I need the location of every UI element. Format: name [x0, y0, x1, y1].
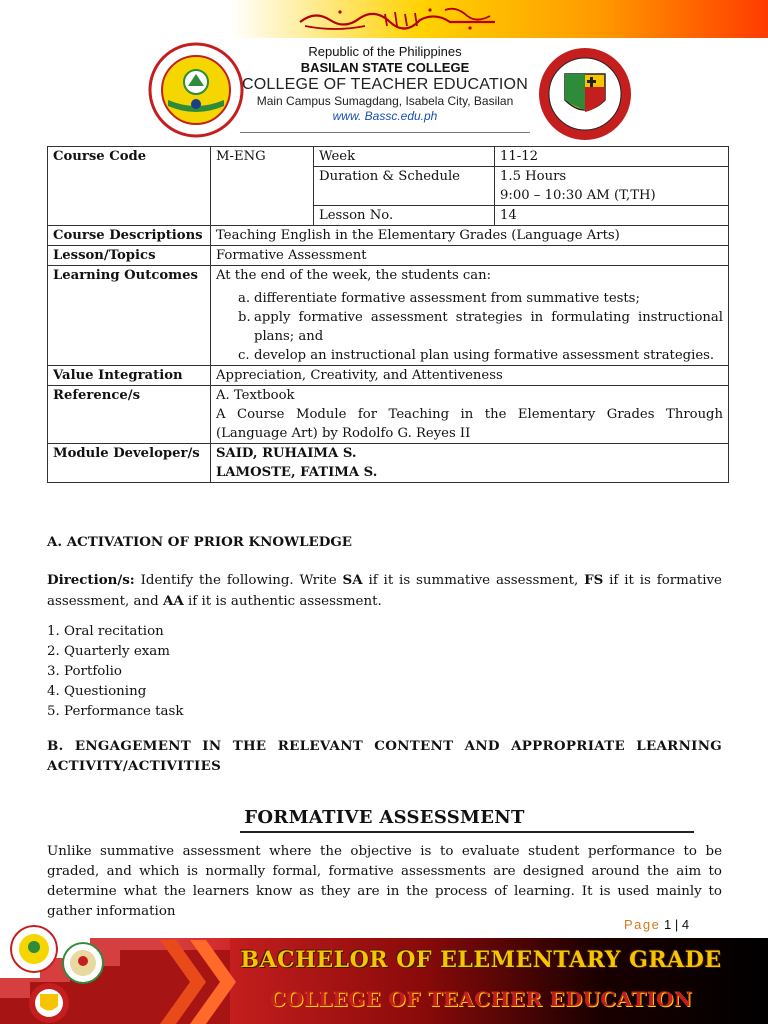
reference-citation: A Course Module for Teaching in the Elementary Grades Through (Language Art) by Rodolfo G. Reyes II	[216, 407, 723, 441]
direction-text: if it is summative assessment,	[362, 573, 585, 588]
course-code-value: M-ENG	[211, 147, 314, 226]
outcome-text: develop an instructional plan using formative assessment strategies.	[254, 348, 715, 363]
footer-department-title: COLLEGE OF TEACHER EDUCATION	[269, 987, 693, 1011]
page-number	[624, 917, 689, 932]
list-item	[238, 289, 723, 308]
week-label: Week	[314, 147, 495, 167]
outcome-marker: b.	[238, 310, 251, 325]
institution-header	[240, 44, 530, 124]
value-integration-value: Appreciation, Creativity, and Attentiveness	[211, 366, 729, 386]
title-underline	[240, 831, 694, 833]
course-description-value: Teaching English in the Elementary Grades (Language Arts)	[211, 226, 729, 246]
lesson-value: 14	[495, 206, 729, 226]
direction-text: if it is formative assessment, and	[47, 573, 722, 609]
direction-text: if it is authentic assessment.	[183, 594, 382, 609]
reference-type: A. Textbook	[216, 388, 295, 403]
campus-address: Main Campus Sumagdang, Isabela City, Basilan	[256, 94, 514, 108]
footer-college-seal	[10, 925, 58, 973]
references-cell	[211, 386, 729, 444]
footer-program-title: BACHELOR OF ELEMENTARY GRADE	[240, 947, 722, 973]
bismillah-calligraphy	[295, 4, 505, 34]
learning-outcomes-label: Learning Outcomes	[48, 266, 211, 366]
direction-label: Direction/s:	[47, 572, 135, 588]
list-item: 3. Portfolio	[47, 664, 122, 679]
header-divider	[240, 132, 530, 133]
basilan-state-college-seal	[148, 42, 244, 138]
page-total: 4	[681, 917, 690, 932]
activity-items-list	[47, 622, 722, 722]
course-info-table	[47, 146, 729, 483]
outcomes-intro: At the end of the week, the students can:	[216, 268, 492, 283]
section-b-heading: B. ENGAGEMENT IN THE RELEVANT CONTENT AND APPROPRIATE LEARNING ACTIVITY/ACTIVITIES	[47, 738, 722, 774]
duration-label: Duration & Schedule	[314, 167, 495, 206]
developer-name: LAMOSTE, FATIMA S.	[216, 465, 378, 480]
course-code-label: Course Code	[48, 147, 211, 226]
module-developer-label: Module Developer/s	[48, 444, 211, 483]
lesson-topic-label: Lesson/Topics	[48, 246, 211, 266]
teacher-education-seal	[537, 46, 633, 142]
lesson-topic-value: Formative Assessment	[211, 246, 729, 266]
code-aa: AA	[162, 593, 184, 609]
lesson-label: Lesson No.	[314, 206, 495, 226]
website-link[interactable]: www. Bassc.edu.ph	[332, 109, 438, 123]
duration-value: 1.5 Hours	[500, 169, 567, 184]
week-value: 11-12	[495, 147, 729, 167]
footer-department-seal	[28, 982, 70, 1024]
outcome-marker: c.	[238, 348, 250, 363]
list-item: 5. Performance task	[47, 704, 184, 719]
list-item: 2. Quarterly exam	[47, 644, 170, 659]
list-item: 4. Questioning	[47, 684, 147, 699]
outcomes-list	[216, 289, 723, 365]
college-name: BASILAN STATE COLLEGE	[300, 60, 470, 75]
duration-cell	[495, 167, 729, 206]
page-word: Page	[624, 917, 661, 932]
republic-line: Republic of the Philippines	[308, 44, 462, 59]
learning-outcomes-cell	[211, 266, 729, 366]
page-current: 1	[664, 917, 672, 932]
code-sa: SA	[342, 572, 363, 588]
list-item	[238, 308, 723, 346]
article-paragraph: Unlike summative assessment where the objective is to evaluate student performance to be graded, and which is normally formal, formative assessments are designed around the aim to determine what the learners know as they are in the process of learning. It is used mainly to gather information	[47, 844, 722, 919]
direction-text: Identify the following. Write	[134, 573, 343, 588]
section-a-heading: A. ACTIVATION OF PRIOR KNOWLEDGE	[47, 534, 352, 550]
outcome-text: apply formative assessment strategies in formulating instructional plans; and	[254, 310, 723, 344]
page-separator: |	[671, 917, 682, 932]
code-fs: FS	[584, 572, 604, 588]
list-item	[238, 346, 723, 365]
course-description-label: Course Descriptions	[48, 226, 211, 246]
developer-name: SAID, RUHAIMA S.	[216, 446, 357, 461]
footer-province-seal	[62, 942, 104, 984]
outcome-marker: a.	[238, 291, 251, 306]
module-developer-cell	[211, 444, 729, 483]
schedule-value: 9:00 – 10:30 AM (T,TH)	[500, 188, 656, 203]
outcome-text: differentiate formative assessment from summative tests;	[254, 291, 640, 306]
section-a-directions	[47, 570, 722, 612]
list-item: 1. Oral recitation	[47, 624, 164, 639]
department-name: COLLEGE OF TEACHER EDUCATION	[242, 76, 528, 93]
value-integration-label: Value Integration	[48, 366, 211, 386]
article-title: FORMATIVE ASSESSMENT	[244, 807, 525, 828]
references-label: Reference/s	[48, 386, 211, 444]
